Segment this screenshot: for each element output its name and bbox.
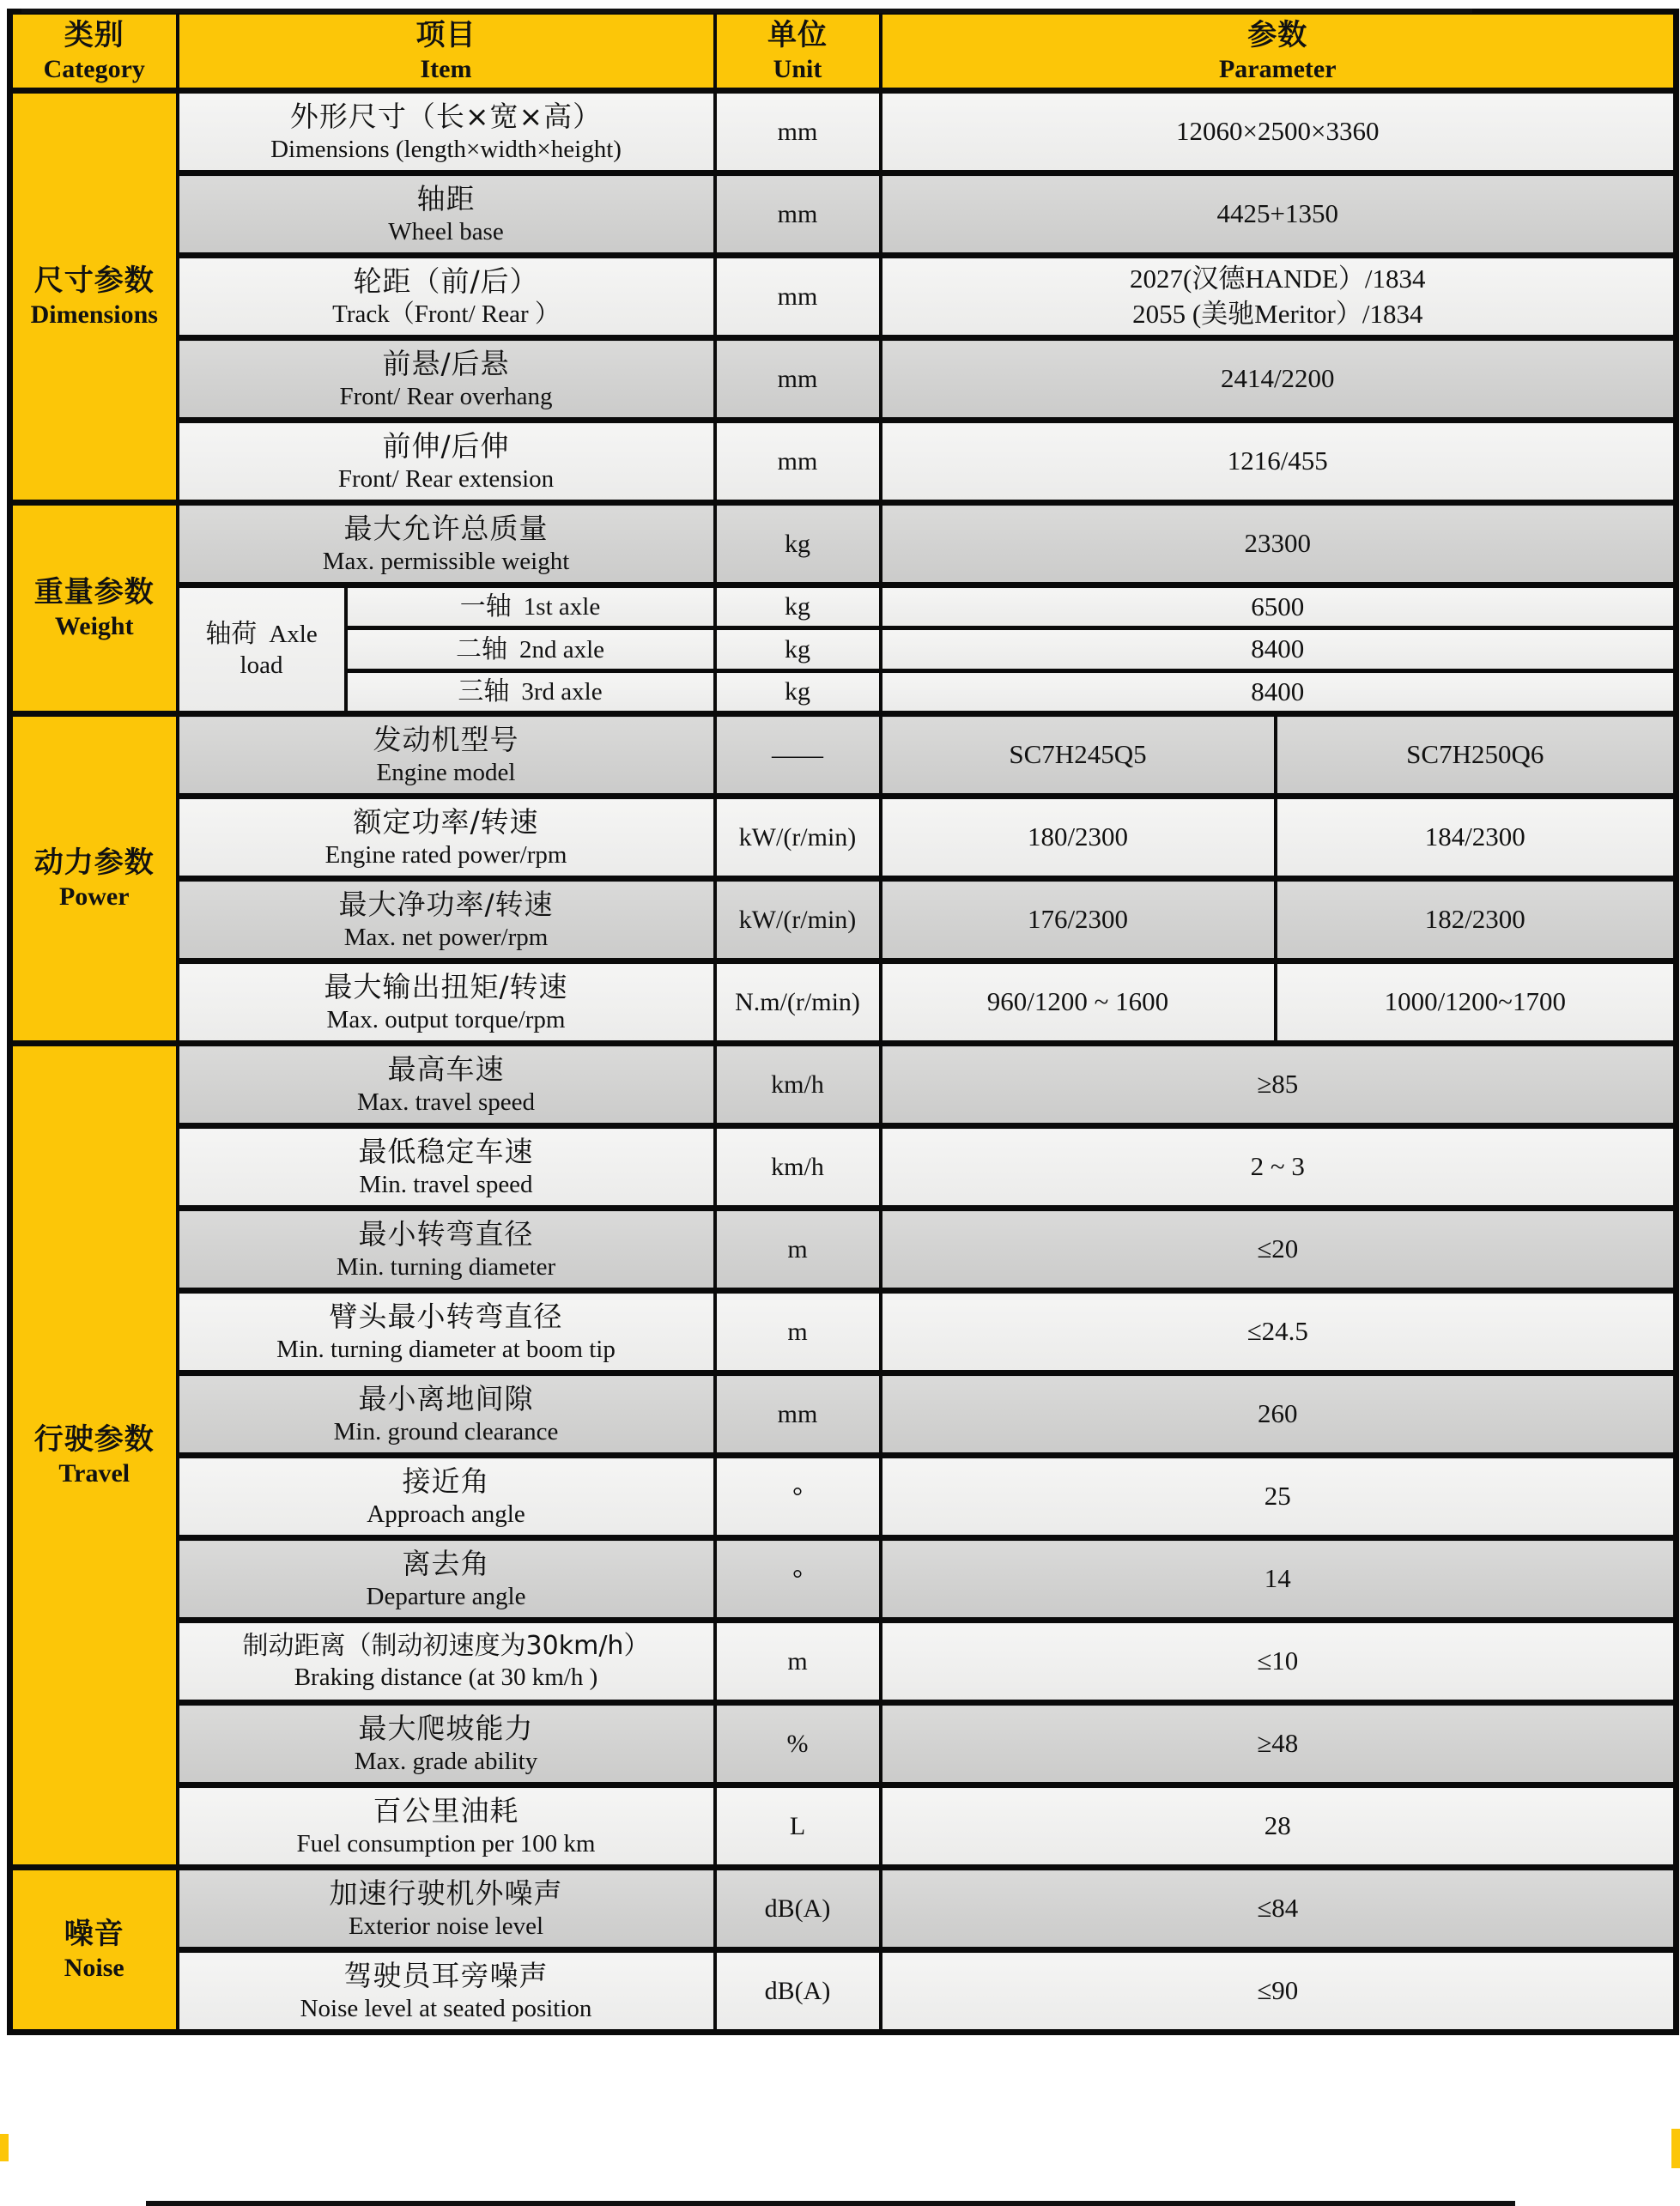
item-cell — [178, 1868, 715, 1950]
spec-row — [10, 1868, 1677, 1950]
unit-cell: mm — [715, 421, 881, 503]
cell-text-en: 3rd axle — [521, 678, 603, 706]
parameter-cell: 14 — [881, 1538, 1677, 1621]
item-cell — [178, 1785, 715, 1868]
cell-text-en: Front/ Rear extension — [337, 464, 555, 493]
cell-text-zh: 最大爬坡能力 — [358, 1712, 534, 1746]
parameter-cell: 8400 — [881, 628, 1677, 671]
cell-text-en: Fuel consumption per 100 km — [296, 1829, 596, 1858]
header-unit-zh: 单位 — [767, 18, 828, 53]
unit-cell: mm — [715, 256, 881, 338]
cell-text-zh: 重量参数 — [33, 575, 155, 610]
spec-row — [10, 1291, 1677, 1373]
cell-text-zh: 行驶参数 — [33, 1422, 155, 1458]
cell-text-en: Braking distance (at 30 km/h ) — [294, 1663, 598, 1691]
item-cell — [178, 91, 715, 173]
header-parameter-zh: 参数 — [1247, 18, 1308, 53]
cell-text-zh: 驾驶员耳旁噪声 — [343, 1959, 549, 1993]
category-cell — [10, 1868, 178, 2033]
cell-text-zh: 额定功率/转速 — [353, 805, 539, 839]
cell-text-zh: 噪音 — [64, 1917, 124, 1952]
unit-cell: kg — [715, 628, 881, 671]
unit-cell: —— — [715, 714, 881, 797]
item-cell — [178, 1538, 715, 1621]
cell-text-zh: 三轴 — [458, 676, 510, 707]
cell-text-zh: 制动距离（制动初速度为30km/h） — [242, 1631, 650, 1662]
item-cell — [178, 1209, 715, 1291]
cell-text-en: Track（Front/ Rear ） — [332, 300, 560, 328]
scan-edge-top — [21, 9, 1472, 13]
spec-row — [10, 961, 1677, 1044]
cell-text-en: Travel — [58, 1458, 130, 1488]
item-cell — [178, 1950, 715, 2033]
parameter-cell — [881, 256, 1677, 338]
spec-row — [10, 879, 1677, 961]
parameter-cell: 12060×2500×3360 — [881, 91, 1677, 173]
parameter-cell: SC7H245Q5 — [881, 714, 1276, 797]
cell-text-en: Approach angle — [367, 1500, 525, 1528]
cell-text-zh: 加速行驶机外噪声 — [329, 1876, 563, 1911]
unit-cell: kg — [715, 585, 881, 628]
item-cell — [178, 256, 715, 338]
cell-text-zh: 最低稳定车速 — [358, 1135, 534, 1169]
unit-cell: km/h — [715, 1044, 881, 1126]
category-cell — [10, 503, 178, 714]
cell-text-zh: 离去角 — [402, 1547, 490, 1581]
scan-artifact-left — [0, 2134, 9, 2161]
parameter-cell: ≤24.5 — [881, 1291, 1677, 1373]
parameter-cell: 4425+1350 — [881, 173, 1677, 256]
cell-text-zh: 最大允许总质量 — [343, 512, 549, 546]
unit-cell: % — [715, 1703, 881, 1785]
unit-cell: kW/(r/min) — [715, 879, 881, 961]
unit-cell: kW/(r/min) — [715, 797, 881, 879]
spec-row — [10, 1785, 1677, 1868]
spec-row — [10, 1456, 1677, 1538]
unit-cell: L — [715, 1785, 881, 1868]
cell-text-en: Min. travel speed — [359, 1170, 533, 1198]
parameter-cell: 2414/2200 — [881, 338, 1677, 421]
unit-cell: mm — [715, 338, 881, 421]
cell-text-zh: 二轴 — [455, 633, 507, 664]
item-cell — [178, 1044, 715, 1126]
spec-row — [10, 797, 1677, 879]
cell-text-en: 2nd axle — [519, 635, 605, 664]
item-cell — [346, 585, 715, 628]
cell-text-zh: 前伸/后伸 — [382, 429, 510, 464]
parameter-line: 2027(汉德HANDE）/1834 — [1130, 264, 1426, 294]
parameter-cell: ≥48 — [881, 1703, 1677, 1785]
header-parameter — [881, 12, 1677, 91]
item-cell — [178, 961, 715, 1044]
item-cell — [178, 1621, 715, 1703]
spec-row — [10, 91, 1677, 173]
spec-row — [10, 1209, 1677, 1291]
cell-text-zh: 尺寸参数 — [33, 264, 155, 299]
parameter-cell: 25 — [881, 1456, 1677, 1538]
spec-row — [10, 1126, 1677, 1209]
cell-text-zh: 发动机型号 — [373, 723, 519, 757]
unit-cell: dB(A) — [715, 1868, 881, 1950]
unit-cell: ° — [715, 1538, 881, 1621]
item-cell — [178, 1291, 715, 1373]
item-cell — [346, 671, 715, 714]
cell-text-en: 1st axle — [523, 593, 601, 621]
cell-text-en: Exterior noise level — [348, 1912, 544, 1940]
cell-text-zh: 最大净功率/转速 — [338, 888, 554, 922]
spec-table — [7, 9, 1679, 2035]
scan-edge-bottom — [146, 2201, 1515, 2206]
cell-text-en: Max. output torque/rpm — [326, 1005, 566, 1033]
cell-text-zh: 最高车速 — [387, 1052, 505, 1087]
cell-text-zh: 最小离地间隙 — [358, 1382, 534, 1416]
cell-text-en: Engine model — [376, 758, 516, 786]
item-cell — [178, 173, 715, 256]
item-cell — [178, 503, 715, 585]
cell-text-zh: 百公里油耗 — [373, 1794, 519, 1828]
spec-row — [10, 1373, 1677, 1456]
header-item-en: Item — [420, 54, 472, 83]
parameter-cell: 28 — [881, 1785, 1677, 1868]
item-cell — [178, 1456, 715, 1538]
spec-row — [10, 256, 1677, 338]
cell-text-zh: 最小转弯直径 — [358, 1217, 534, 1251]
unit-cell: mm — [715, 173, 881, 256]
cell-text-en: Axle load — [240, 621, 318, 679]
header-item — [178, 12, 715, 91]
spec-row — [10, 1044, 1677, 1126]
parameter-cell: 960/1200 ~ 1600 — [881, 961, 1276, 1044]
header-unit-en: Unit — [773, 54, 822, 83]
category-cell — [10, 1044, 178, 1868]
parameter-cell: ≤20 — [881, 1209, 1677, 1291]
header-parameter-en: Parameter — [1218, 54, 1337, 83]
item-cell — [178, 879, 715, 961]
item-cell — [178, 714, 715, 797]
unit-cell: mm — [715, 1373, 881, 1456]
header-unit — [715, 12, 881, 91]
cell-text-en: Dimensions — [30, 300, 158, 329]
parameter-cell: 184/2300 — [1276, 797, 1677, 879]
scan-artifact-right — [1671, 2129, 1680, 2168]
parameter-cell: 260 — [881, 1373, 1677, 1456]
cell-text-en: Engine rated power/rpm — [324, 840, 567, 869]
cell-text-en: Min. turning diameter at boom tip — [276, 1335, 616, 1363]
category-cell — [10, 714, 178, 1044]
cell-text-zh: 最大输出扭矩/转速 — [324, 970, 568, 1004]
cell-text-en: Min. turning diameter — [336, 1252, 556, 1281]
cell-text-zh: 一轴 — [459, 591, 512, 622]
parameter-cell: 8400 — [881, 671, 1677, 714]
unit-cell: mm — [715, 91, 881, 173]
spec-row — [10, 173, 1677, 256]
header-row — [10, 12, 1677, 91]
parameter-cell: 180/2300 — [881, 797, 1276, 879]
cell-text-zh: 前悬/后悬 — [382, 347, 510, 381]
spec-row — [10, 585, 1677, 628]
spec-row — [10, 1950, 1677, 2033]
cell-text-en: Wheel base — [388, 217, 504, 245]
category-cell — [10, 91, 178, 503]
item-cell — [178, 421, 715, 503]
cell-text-en: Power — [58, 882, 130, 911]
cell-text-zh: 轮距（前/后） — [353, 264, 539, 299]
cell-text-zh: 轴距 — [416, 182, 476, 216]
parameter-line: 2055 (美驰Meritor）/1834 — [1132, 298, 1423, 329]
header-item-zh: 项目 — [415, 18, 476, 53]
unit-cell: ° — [715, 1456, 881, 1538]
unit-cell: dB(A) — [715, 1950, 881, 2033]
unit-cell: km/h — [715, 1126, 881, 1209]
parameter-cell: 182/2300 — [1276, 879, 1677, 961]
item-cell — [346, 628, 715, 671]
cell-text-en: Max. travel speed — [357, 1088, 535, 1116]
item-cell — [178, 1703, 715, 1785]
cell-text-en: Max. net power/rpm — [343, 923, 549, 951]
cell-text-en: Dimensions (length×width×height) — [270, 135, 622, 163]
spec-row — [10, 1703, 1677, 1785]
cell-text-en: Noise — [64, 1953, 124, 1982]
parameter-cell: 1000/1200~1700 — [1276, 961, 1677, 1044]
parameter-cell: ≤10 — [881, 1621, 1677, 1703]
header-category-en: Category — [43, 54, 145, 83]
parameter-cell: 6500 — [881, 585, 1677, 628]
spec-row — [10, 714, 1677, 797]
cell-text-en: Max. grade ability — [354, 1747, 538, 1775]
cell-text-zh: 动力参数 — [33, 845, 155, 881]
parameter-cell: 2 ~ 3 — [881, 1126, 1677, 1209]
spec-row — [10, 1621, 1677, 1703]
item-cell — [178, 797, 715, 879]
parameter-cell: SC7H250Q6 — [1276, 714, 1677, 797]
unit-cell: m — [715, 1291, 881, 1373]
item-cell — [178, 1126, 715, 1209]
parameter-cell: ≥85 — [881, 1044, 1677, 1126]
axle-load-group-cell — [178, 585, 346, 714]
unit-cell: kg — [715, 503, 881, 585]
cell-text-zh: 外形尺寸（长×宽×高） — [289, 100, 603, 134]
parameter-cell: ≤90 — [881, 1950, 1677, 2033]
item-cell — [178, 1373, 715, 1456]
unit-cell: N.m/(r/min) — [715, 961, 881, 1044]
cell-text-en: Max. permissible weight — [322, 547, 570, 575]
header-category — [10, 12, 178, 91]
unit-cell: m — [715, 1209, 881, 1291]
parameter-cell: ≤84 — [881, 1868, 1677, 1950]
spec-row — [10, 421, 1677, 503]
cell-text-en: Weight — [54, 611, 134, 640]
item-cell — [178, 338, 715, 421]
parameter-cell: 176/2300 — [881, 879, 1276, 961]
cell-text-en: Departure angle — [366, 1582, 526, 1610]
cell-text-zh: 臂头最小转弯直径 — [329, 1300, 563, 1334]
cell-text-zh: 接近角 — [402, 1464, 490, 1499]
unit-cell: m — [715, 1621, 881, 1703]
cell-text-en: Min. ground clearance — [333, 1417, 559, 1445]
spec-row — [10, 1538, 1677, 1621]
unit-cell: kg — [715, 671, 881, 714]
cell-text-en: Noise level at seated position — [300, 1994, 592, 2022]
parameter-cell: 23300 — [881, 503, 1677, 585]
cell-text-en: Front/ Rear overhang — [339, 382, 553, 410]
parameter-cell: 1216/455 — [881, 421, 1677, 503]
header-category-zh: 类别 — [64, 18, 124, 53]
spec-row — [10, 503, 1677, 585]
spec-row — [10, 338, 1677, 421]
cell-text-zh: 轴荷 — [205, 619, 258, 650]
